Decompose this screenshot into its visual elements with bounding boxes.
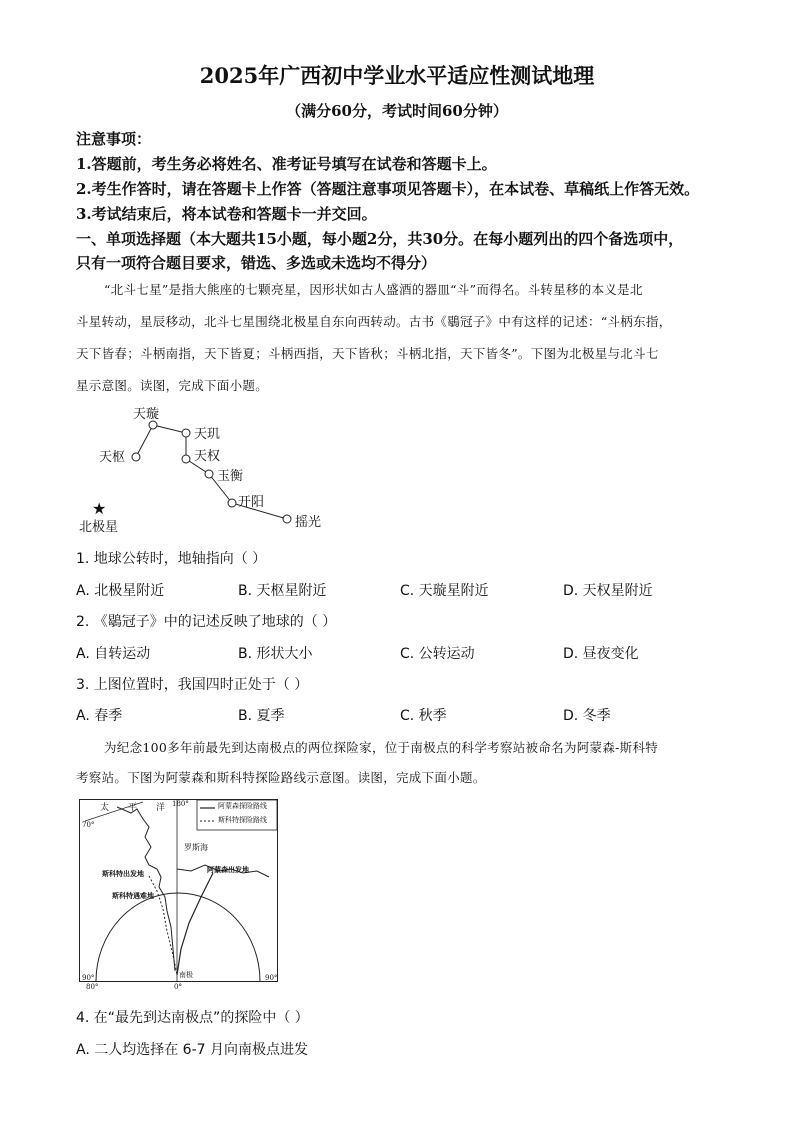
label-south-pole: 南极 xyxy=(179,971,193,979)
q1-option-b[interactable]: B. 天枢星附近 xyxy=(238,583,327,599)
question-2-stem: 2. 《鶡冠子》中的记述反映了地球的（ ） xyxy=(76,614,337,630)
notice-heading: 注意事项： xyxy=(76,130,152,148)
star-yuheng xyxy=(205,470,213,478)
legend-scott: 斯科特探险路线 xyxy=(218,816,267,824)
star-kaiyang xyxy=(228,499,236,507)
q2-option-c[interactable]: C. 公转运动 xyxy=(400,646,475,662)
label-yuheng: 玉衡 xyxy=(217,469,244,484)
q2-option-b[interactable]: B. 形状大小 xyxy=(238,646,313,662)
label-tianji: 天玑 xyxy=(194,427,221,442)
question-3-stem: 3. 上图位置时，我国四时正处于（ ） xyxy=(76,677,309,693)
star-tianquan xyxy=(182,455,190,463)
exploration-map xyxy=(79,799,284,992)
passage-line: 考察站。下图为阿蒙森和斯科特探险路线示意图。读图，完成下面小题。 xyxy=(76,770,486,785)
q2-option-d[interactable]: D. 昼夜变化 xyxy=(563,646,639,662)
q3-option-c[interactable]: C. 秋季 xyxy=(400,708,447,724)
star-tianshu xyxy=(132,453,140,461)
section-heading-cont: 只有一项符合题目要求，错选、多选或未选均不得分） xyxy=(76,254,437,272)
star-tianxuan xyxy=(149,421,157,429)
label-yaoguang: 摇光 xyxy=(295,515,322,530)
question-1-stem: 1. 地球公转时，地轴指向（ ） xyxy=(76,551,267,567)
polaris-star-icon: ★ xyxy=(92,499,107,518)
q1-option-d[interactable]: D. 天权星附近 xyxy=(563,583,653,599)
notice-item: 1.答题前，考生务必将姓名、准考证号填写在试卷和答题卡上。 xyxy=(76,155,497,173)
label-kaiyang: 开阳 xyxy=(238,495,265,510)
exploration-map-figure xyxy=(79,799,284,992)
label-lat80: 80° xyxy=(86,983,99,991)
q4-option-a[interactable]: A. 二人均选择在 6-7 月向南极点进发 xyxy=(76,1042,308,1058)
page-subtitle: （满分60分，考试时间60分钟） xyxy=(286,102,508,120)
label-polaris: 北极星 xyxy=(79,520,119,535)
label-tianshu: 天枢 xyxy=(99,450,126,465)
q2-option-a[interactable]: A. 自转运动 xyxy=(76,646,151,662)
q3-option-a[interactable]: A. 春季 xyxy=(76,708,123,724)
section-heading: 一、单项选择题（本大题共15小题，每小题2分，共30分。在每小题列出的四个备选项中， xyxy=(76,230,684,248)
star-yaoguang xyxy=(283,515,291,523)
notice-item: 2.考生作答时，请在答题卡上作答（答题注意事项见答题卡），在本试卷、草稿纸上作答无效。 xyxy=(76,180,700,198)
label-ross-sea: 罗斯海 xyxy=(184,843,208,852)
label-lon180: 180° xyxy=(172,800,189,808)
label-tianquan: 天权 xyxy=(194,449,221,464)
question-4-stem: 4. 在“最先到达南极点”的探险中（ ） xyxy=(76,1010,309,1026)
label-lon0: 0° xyxy=(174,983,182,991)
label-lat70: 70° xyxy=(82,821,95,829)
ocean-char: 洋 xyxy=(156,803,166,813)
q1-option-c[interactable]: C. 天璇星附近 xyxy=(400,583,489,599)
legend-amundsen: 阿蒙森探险路线 xyxy=(218,802,267,810)
notice-item: 3.考试结束后，将本试卷和答题卡一并交回。 xyxy=(76,205,377,223)
q3-option-b[interactable]: B. 夏季 xyxy=(238,708,285,724)
label-e90: 90° xyxy=(265,974,278,982)
label-amundsen-start: 阿蒙森出发地 xyxy=(207,865,249,874)
label-scott-death: 斯科特遇难地 xyxy=(112,891,154,900)
passage-line: 斗星转动，星辰移动，北斗七星围绕北极星自东向西转动。古书《鶡冠子》中有这样的记述：“斗柄东指， xyxy=(76,314,672,329)
big-dipper-figure xyxy=(75,400,335,540)
passage-line: 天下皆春；斗柄南指，天下皆夏；斗柄西指，天下皆秋；斗柄北指，天下皆冬”。下图为北极星与北斗七 xyxy=(76,346,659,361)
passage-line: 为纪念100多年前最先到达南极点的两位探险家，位于南极点的科学考察站被命名为阿蒙森-斯科特 xyxy=(104,740,659,755)
star-tianji xyxy=(182,429,190,437)
passage-line: 星示意图。读图，完成下面小题。 xyxy=(76,378,269,393)
passage-line: “北斗七星”是指大熊座的七颗亮星，因形状如古人盛酒的器皿“斗”而得名。斗转星移的本义是北 xyxy=(104,282,643,297)
q3-option-d[interactable]: D. 冬季 xyxy=(563,708,611,724)
q1-option-a[interactable]: A. 北极星附近 xyxy=(76,583,165,599)
label-tianxuan: 天璇 xyxy=(133,407,160,422)
ocean-char: 平 xyxy=(128,803,138,813)
page-title: 2025年广西初中学业水平适应性测试地理 xyxy=(199,63,595,88)
ocean-char: 太 xyxy=(100,803,110,813)
label-scott-start: 斯科特出发地 xyxy=(102,869,144,878)
label-w90: 90° xyxy=(82,974,95,982)
